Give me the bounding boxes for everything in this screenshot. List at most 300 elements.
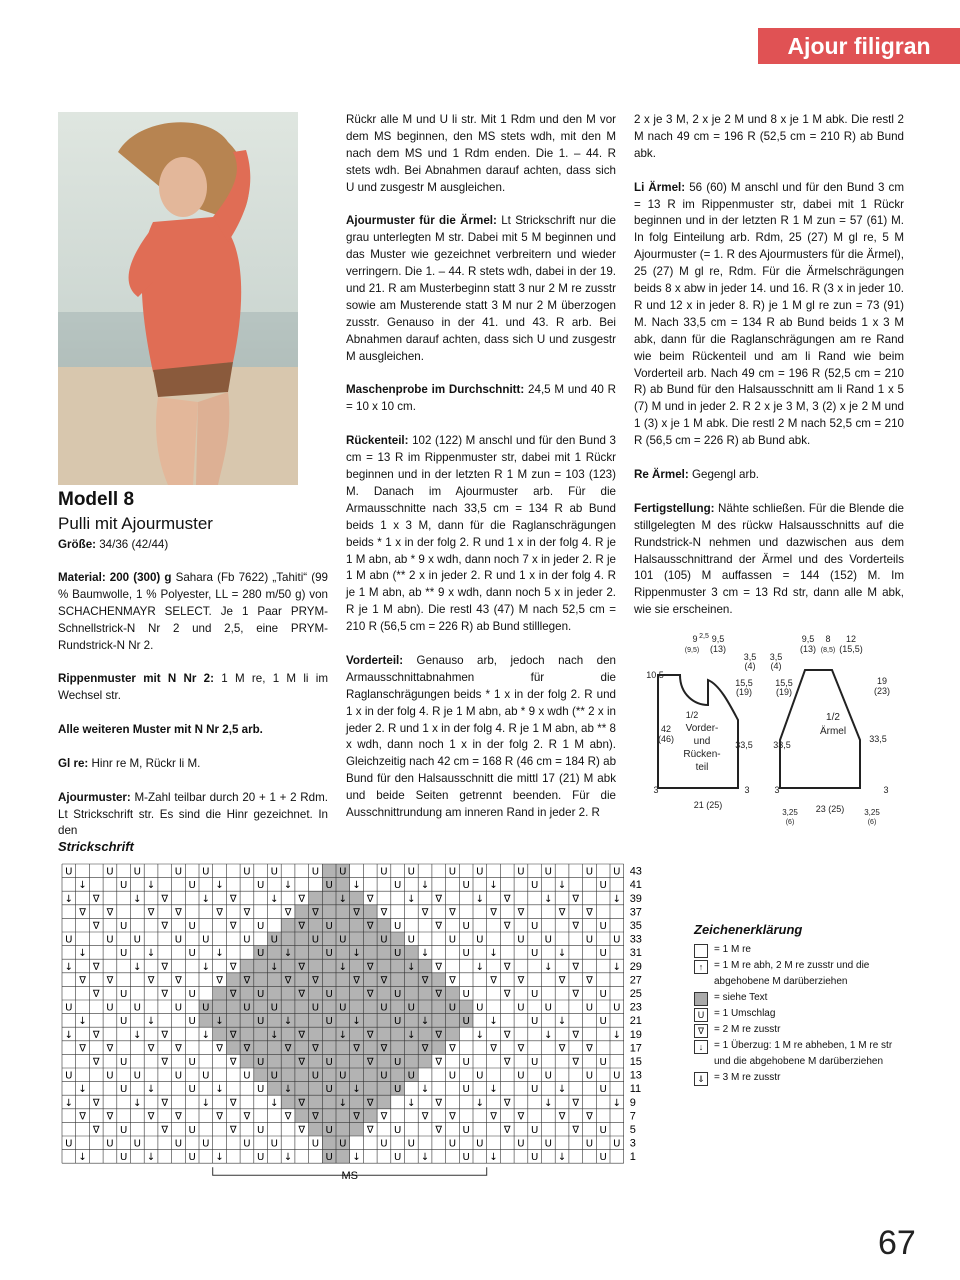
stitch-symbol: U bbox=[544, 1070, 553, 1082]
stitch-symbol: ↓ bbox=[283, 1152, 293, 1164]
stitch-symbol: U bbox=[325, 880, 333, 892]
stitch-symbol: ∇ bbox=[229, 1097, 237, 1109]
stitch-symbol: ∇ bbox=[106, 975, 114, 987]
stitch-symbol: U bbox=[325, 921, 333, 932]
stitch-symbol: ∇ bbox=[503, 1125, 511, 1136]
stitch-symbol: U bbox=[133, 1002, 142, 1014]
stitch-symbol: ↓ bbox=[78, 948, 87, 960]
stitch-symbol: U bbox=[325, 1084, 333, 1096]
stitch-symbol: U bbox=[106, 1070, 114, 1082]
stitch-symbol: ∇ bbox=[284, 1111, 292, 1123]
stitch-symbol: U bbox=[339, 1138, 347, 1150]
stitch-symbol: U bbox=[448, 934, 457, 946]
model-photo-image bbox=[58, 112, 298, 485]
stitch-symbol: U bbox=[325, 948, 333, 960]
legend-item: ↓ = 1 Überzug: 1 M re abheben, 1 M re str und die abgehobene M darüberziehen bbox=[694, 1038, 894, 1070]
svg-text:(9,5): (9,5) bbox=[684, 647, 700, 654]
stitch-symbol: ↓ bbox=[64, 1097, 74, 1109]
stitch-symbol: ∇ bbox=[161, 893, 169, 905]
stitch-symbol: ↓ bbox=[489, 1084, 498, 1096]
stitch-symbol: U bbox=[311, 934, 320, 946]
legend-item: ∇ = 2 M re zusstr bbox=[694, 1022, 894, 1038]
stitch-symbol: ↓ bbox=[338, 1097, 348, 1109]
stitch-symbol: ↓ bbox=[338, 961, 348, 973]
stitch-symbol: ↓ bbox=[420, 948, 430, 960]
svg-text:3,25: 3,25 bbox=[864, 808, 880, 817]
stitch-symbol: ↓ bbox=[407, 961, 416, 973]
stitch-symbol: ↓ bbox=[133, 1097, 142, 1109]
stitch-symbol: U bbox=[188, 1057, 196, 1068]
stitch-symbol: U bbox=[174, 1070, 183, 1082]
stitch-symbol: U bbox=[462, 921, 470, 932]
stitch-symbol: ∇ bbox=[161, 989, 169, 1000]
svg-text:Vorder-: Vorder- bbox=[685, 723, 719, 734]
stitch-symbol: ∇ bbox=[175, 975, 182, 987]
stitch-symbol: U bbox=[188, 1016, 196, 1028]
stitch-symbol: ↓ bbox=[612, 1029, 622, 1041]
stitch-symbol: U bbox=[65, 866, 73, 878]
stitch-symbol: ↓ bbox=[407, 893, 416, 905]
svg-text:9,5: 9,5 bbox=[801, 634, 815, 644]
stitch-symbol: U bbox=[256, 1057, 265, 1068]
stitch-symbol: U bbox=[599, 1152, 607, 1164]
stitch-symbol: ↓ bbox=[475, 1029, 485, 1041]
stitch-symbol: ↓ bbox=[64, 1029, 74, 1041]
legend-item: = 1 M re bbox=[694, 942, 894, 958]
stitch-symbol: U bbox=[256, 880, 265, 892]
model-subtitle: Pulli mit Ajourmuster bbox=[58, 514, 213, 533]
stitch-symbol: ∇ bbox=[161, 961, 169, 973]
legend-item: = siehe Text bbox=[694, 990, 894, 1006]
stitch-symbol: ∇ bbox=[161, 1029, 169, 1041]
stitch-symbol: U bbox=[517, 1002, 525, 1014]
stitch-symbol: U bbox=[462, 989, 470, 1000]
stitch-symbol: U bbox=[476, 934, 484, 946]
stitch-symbol: ∇ bbox=[284, 907, 292, 919]
stitch-symbol: ↓ bbox=[612, 893, 622, 905]
stitch-symbol: ↓ bbox=[283, 880, 293, 892]
stitch-symbol: ∇ bbox=[79, 1043, 86, 1055]
stitch-symbol: ∇ bbox=[216, 1111, 223, 1123]
stitch-symbol: U bbox=[202, 866, 210, 878]
stitch-symbol: ∇ bbox=[284, 1043, 292, 1055]
stitch-symbol: ↓ bbox=[557, 1152, 567, 1164]
svg-text:33,5: 33,5 bbox=[735, 740, 753, 750]
stitch-symbol: ∇ bbox=[572, 989, 580, 1000]
garment-schematic bbox=[620, 630, 920, 830]
stitch-symbol: ∇ bbox=[572, 1125, 580, 1136]
stitch-symbol: ∇ bbox=[161, 921, 169, 932]
stitch-symbol: ∇ bbox=[558, 1111, 566, 1123]
stitch-symbol: ∇ bbox=[298, 1097, 306, 1109]
svg-text:(4): (4) bbox=[744, 661, 756, 671]
row-number: 25 bbox=[629, 988, 642, 1000]
stitch-symbol: U bbox=[393, 1016, 402, 1028]
stitch-symbol: U bbox=[325, 1125, 333, 1136]
svg-text:19: 19 bbox=[876, 676, 888, 686]
stitch-symbol: ∇ bbox=[435, 921, 443, 932]
row-number: 41 bbox=[629, 879, 642, 892]
svg-text:(13): (13) bbox=[709, 644, 727, 654]
svg-text:(4): (4) bbox=[770, 661, 782, 671]
stitch-symbol: U bbox=[448, 1070, 457, 1082]
double-decrease-icon: ↑ bbox=[694, 960, 708, 974]
row-number: 37 bbox=[629, 906, 642, 919]
stitch-symbol: ↓ bbox=[352, 948, 361, 960]
svg-text:3: 3 bbox=[774, 785, 780, 795]
stitch-symbol: ↓ bbox=[475, 893, 485, 905]
stitch-symbol: U bbox=[393, 1125, 402, 1136]
stitch-symbol: U bbox=[462, 1152, 470, 1164]
stitch-symbol: ∇ bbox=[380, 907, 388, 919]
stitch-symbol: ∇ bbox=[106, 1111, 114, 1123]
stitch-symbol: U bbox=[311, 1002, 320, 1014]
svg-text:23 (25): 23 (25) bbox=[815, 804, 845, 814]
stitch-symbol: U bbox=[243, 934, 251, 946]
stitch-symbol: ↓ bbox=[78, 1152, 87, 1164]
stitch-symbol: U bbox=[119, 989, 128, 1000]
stitch-symbol: ↓ bbox=[407, 1097, 416, 1109]
stitch-symbol: U bbox=[202, 1002, 210, 1014]
stitch-symbol: U bbox=[476, 1138, 484, 1150]
stitch-symbol: U bbox=[202, 934, 210, 946]
row-number: 29 bbox=[629, 960, 642, 973]
stitch-symbol: U bbox=[311, 1070, 320, 1082]
stitch-symbol: ∇ bbox=[572, 1097, 580, 1109]
stitch-symbol: ↓ bbox=[78, 1084, 87, 1096]
stitch-symbol: ↓ bbox=[215, 948, 224, 960]
stitch-symbol: ↓ bbox=[78, 1016, 87, 1028]
svg-text:Rücken-: Rücken- bbox=[683, 749, 721, 760]
stitch-symbol: U bbox=[106, 1002, 114, 1014]
stitch-symbol: ↓ bbox=[352, 1084, 361, 1096]
stitch-symbol: ∇ bbox=[435, 1097, 443, 1109]
stitch-symbol: ∇ bbox=[161, 1125, 169, 1136]
stitch-symbol: ∇ bbox=[147, 1043, 155, 1055]
svg-text:10,5: 10,5 bbox=[646, 670, 664, 680]
svg-text:21 (25): 21 (25) bbox=[693, 800, 723, 810]
stitch-symbol: ∇ bbox=[366, 989, 374, 1000]
svg-text:3: 3 bbox=[744, 785, 750, 795]
instructions-column-1: Größe: 34/36 (42/44) Material: 200 (300) g Sahara (Fb 7622) „Tahiti“ (99 % Baumwolle, 1 % Polyester, LL = 280 m/50 g) von SCHACHENMAYR SELECT. Je 1 Paar PRYM-Schnellstrick-N Nr 2 und 2,5, eine PRYM-Rundstrick-N Nr 2. Rippenmuster mit N Nr 2: 1 M re, 1 M li im Wechsel str. Alle weiteren Muster mit N Nr 2,5 arb. Gl re: Hinr re M, Rückr li M. Ajourmuster: M-Zahl teilbar durch 20 + 1 + 2 Rdm. Lt Strickschrift str. Es sind die Hinr gezeichnet. In den bbox=[58, 538, 329, 838]
legend-title: Zeichenerklärung bbox=[694, 922, 803, 937]
stitch-symbol: ∇ bbox=[572, 1029, 580, 1041]
svg-text:2,5: 2,5 bbox=[699, 633, 709, 640]
stitch-symbol: ∇ bbox=[517, 1111, 525, 1123]
stitch-symbol: U bbox=[585, 1070, 594, 1082]
stitch-symbol: ↓ bbox=[201, 1029, 211, 1041]
stitch-symbol: ∇ bbox=[353, 1043, 360, 1055]
stitch-symbol: ↓ bbox=[146, 948, 156, 960]
stitch-symbol: ∇ bbox=[216, 975, 223, 987]
stitch-symbol: ∇ bbox=[366, 1029, 374, 1041]
stitch-symbol: U bbox=[393, 1152, 402, 1164]
model-photo bbox=[58, 112, 298, 485]
stitch-symbol: U bbox=[407, 866, 416, 878]
row-number: 33 bbox=[629, 933, 642, 946]
section-tag: Ajour filigran bbox=[758, 28, 960, 64]
page-number: 67 bbox=[878, 1224, 916, 1262]
stitch-symbol: ∇ bbox=[243, 1043, 251, 1055]
stitch-symbol: ∇ bbox=[435, 893, 443, 905]
stitch-symbol: ∇ bbox=[229, 893, 237, 905]
stitch-symbol: U bbox=[517, 1070, 525, 1082]
stitch-symbol: ∇ bbox=[449, 907, 456, 919]
stitch-symbol: U bbox=[325, 989, 333, 1000]
stitch-symbol: ∇ bbox=[298, 1029, 306, 1041]
stitch-symbol: U bbox=[174, 934, 183, 946]
stitch-symbol: U bbox=[119, 880, 128, 892]
stitch-symbol: ∇ bbox=[298, 921, 306, 932]
stitch-symbol: ∇ bbox=[380, 1043, 388, 1055]
stitch-symbol: ↓ bbox=[544, 1097, 553, 1109]
stitch-symbol: ↓ bbox=[352, 1016, 361, 1028]
svg-text:3,25: 3,25 bbox=[782, 808, 798, 817]
stitch-symbol: ∇ bbox=[92, 961, 100, 973]
stitch-symbol: U bbox=[270, 1002, 279, 1014]
stitch-symbol: U bbox=[530, 1125, 539, 1136]
stitch-symbol: U bbox=[256, 989, 265, 1000]
stitch-symbol: U bbox=[599, 948, 607, 960]
stitch-symbol: U bbox=[65, 1138, 73, 1150]
stitch-symbol: U bbox=[585, 1138, 594, 1150]
stitch-symbol: U bbox=[339, 866, 347, 878]
stitch-symbol: U bbox=[544, 1002, 553, 1014]
stitch-symbol: ↓ bbox=[420, 1084, 430, 1096]
stitch-symbol: ↓ bbox=[544, 961, 553, 973]
row-number: 3 bbox=[629, 1137, 636, 1150]
stitch-symbol: ↓ bbox=[270, 1029, 279, 1041]
stitch-symbol: U bbox=[613, 1002, 621, 1014]
row-number: 23 bbox=[629, 1001, 642, 1014]
row-number: 5 bbox=[629, 1124, 636, 1136]
stitch-symbol: ↓ bbox=[557, 948, 567, 960]
stitch-symbol: ↓ bbox=[557, 880, 567, 892]
stitch-symbol: ∇ bbox=[284, 975, 292, 987]
stitch-symbol: U bbox=[256, 1084, 265, 1096]
stitch-symbol: ↓ bbox=[270, 1097, 279, 1109]
stitch-symbol: U bbox=[599, 989, 607, 1000]
stitch-symbol: ∇ bbox=[435, 1125, 443, 1136]
row-number: 31 bbox=[629, 947, 642, 960]
stitch-symbol: ↓ bbox=[146, 1152, 156, 1164]
legend-item: U = 1 Umschlag bbox=[694, 1006, 894, 1022]
row-number: 13 bbox=[629, 1069, 642, 1082]
stitch-symbol: U bbox=[462, 948, 470, 960]
stitch-symbol: U bbox=[585, 866, 594, 878]
stitch-symbol: ↓ bbox=[201, 1097, 211, 1109]
stitch-symbol: ∇ bbox=[79, 907, 86, 919]
stitch-symbol: ∇ bbox=[503, 921, 511, 932]
stitch-symbol: ∇ bbox=[92, 893, 100, 905]
svg-text:3,5: 3,5 bbox=[743, 652, 757, 662]
stitch-symbol: ∇ bbox=[298, 961, 306, 973]
stitch-symbol: U bbox=[585, 1002, 594, 1014]
stitch-symbol: ∇ bbox=[243, 907, 251, 919]
svg-text:9: 9 bbox=[692, 634, 698, 644]
stitch-symbol: ∇ bbox=[106, 1043, 114, 1055]
stitch-symbol: U bbox=[380, 1002, 388, 1014]
stitch-symbol: U bbox=[530, 880, 539, 892]
stitch-symbol: U bbox=[448, 1002, 457, 1014]
stitch-symbol: U bbox=[339, 1002, 347, 1014]
stitch-symbol: ↓ bbox=[146, 1016, 156, 1028]
stitch-symbol: U bbox=[462, 1057, 470, 1068]
stitch-symbol: U bbox=[613, 1070, 621, 1082]
stitch-symbol: U bbox=[243, 866, 251, 878]
stitch-symbol: ↓ bbox=[475, 1097, 485, 1109]
row-number: 11 bbox=[629, 1083, 642, 1096]
skp-icon: ↓ bbox=[694, 1040, 708, 1054]
stitch-symbol: ∇ bbox=[490, 1043, 497, 1055]
stitch-symbol: ∇ bbox=[312, 1043, 319, 1055]
stitch-symbol: U bbox=[530, 1016, 539, 1028]
stitch-symbol: ∇ bbox=[366, 1097, 374, 1109]
stitch-symbol: ∇ bbox=[298, 1125, 306, 1136]
stitch-symbol: U bbox=[380, 866, 388, 878]
stitch-symbol: ↓ bbox=[475, 961, 485, 973]
svg-text:15,5: 15,5 bbox=[775, 678, 793, 688]
svg-text:3,5: 3,5 bbox=[769, 652, 783, 662]
stitch-symbol: ∇ bbox=[503, 989, 511, 1000]
stitch-symbol: ↓ bbox=[270, 961, 279, 973]
stitch-symbol: ∇ bbox=[92, 921, 100, 932]
knitting-chart bbox=[50, 860, 650, 1190]
stitch-symbol: U bbox=[407, 1002, 416, 1014]
svg-text:33,5: 33,5 bbox=[773, 740, 791, 750]
stitch-symbol: ∇ bbox=[229, 921, 237, 932]
stitch-symbol: ↓ bbox=[215, 1016, 224, 1028]
stitch-symbol: U bbox=[544, 866, 553, 878]
row-number: 1 bbox=[629, 1151, 636, 1164]
stitch-symbol: ∇ bbox=[586, 1111, 593, 1123]
model-title: Modell 8 bbox=[58, 489, 135, 510]
stitch-symbol: ∇ bbox=[229, 989, 237, 1000]
stitch-symbol: ∇ bbox=[79, 1111, 86, 1123]
stitch-symbol: ∇ bbox=[421, 1111, 429, 1123]
stitch-symbol: ↓ bbox=[201, 893, 211, 905]
stitch-symbol: U bbox=[517, 1138, 525, 1150]
stitch-symbol: ∇ bbox=[586, 975, 593, 987]
stitch-symbol: ∇ bbox=[586, 907, 593, 919]
stitch-symbol: U bbox=[119, 1084, 128, 1096]
legend-item: ⇓ = 3 M re zusstr bbox=[694, 1070, 894, 1086]
stitch-symbol: ↓ bbox=[489, 1016, 498, 1028]
stitch-symbol: ∇ bbox=[572, 1057, 580, 1068]
stitch-symbol: U bbox=[106, 1138, 114, 1150]
stitch-symbol: ∇ bbox=[380, 975, 388, 987]
stitch-symbol: ∇ bbox=[175, 1111, 182, 1123]
stitch-symbol: ∇ bbox=[161, 1097, 169, 1109]
stitch-symbol: ∇ bbox=[353, 975, 360, 987]
svg-text:(6): (6) bbox=[785, 819, 795, 826]
stitch-symbol: ∇ bbox=[243, 975, 251, 987]
stitch-symbol: U bbox=[188, 880, 196, 892]
row-number: 39 bbox=[629, 892, 642, 905]
stitch-symbol: U bbox=[119, 1125, 128, 1136]
svg-text:12: 12 bbox=[845, 634, 857, 644]
stitch-symbol: U bbox=[530, 1084, 539, 1096]
stitch-symbol: U bbox=[544, 934, 553, 946]
svg-text:33,5: 33,5 bbox=[869, 734, 887, 744]
stitch-symbol: ∇ bbox=[147, 975, 155, 987]
stitch-symbol: U bbox=[476, 1002, 484, 1014]
stitch-symbol: ↓ bbox=[78, 880, 87, 892]
svg-text:1/2: 1/2 bbox=[685, 710, 699, 720]
stitch-symbol: ↓ bbox=[146, 880, 156, 892]
stitch-symbol: ∇ bbox=[490, 975, 497, 987]
chart-title: Strickschrift bbox=[58, 839, 134, 854]
k3tog-icon: ⇓ bbox=[694, 1072, 708, 1086]
stitch-symbol: U bbox=[188, 1125, 196, 1136]
stitch-symbol: ↓ bbox=[133, 893, 142, 905]
svg-text:8: 8 bbox=[825, 634, 831, 644]
svg-text:(8,5): (8,5) bbox=[820, 647, 836, 654]
stitch-symbol: ∇ bbox=[366, 1125, 374, 1136]
stitch-symbol: ↓ bbox=[215, 880, 224, 892]
stitch-symbol: U bbox=[174, 1138, 183, 1150]
stitch-symbol: ∇ bbox=[229, 1057, 237, 1068]
stitch-symbol: ∇ bbox=[298, 989, 306, 1000]
stitch-symbol: U bbox=[476, 866, 484, 878]
stitch-symbol: ∇ bbox=[435, 1029, 443, 1041]
stitch-symbol: ∇ bbox=[449, 1043, 456, 1055]
svg-text:3: 3 bbox=[883, 785, 889, 795]
stitch-symbol: ∇ bbox=[161, 1057, 169, 1068]
stitch-symbol: ∇ bbox=[366, 893, 374, 905]
stitch-symbol: U bbox=[119, 1152, 128, 1164]
stitch-symbol: ∇ bbox=[79, 975, 86, 987]
stitch-symbol: ↓ bbox=[544, 893, 553, 905]
stitch-symbol: ↓ bbox=[146, 1084, 156, 1096]
stitch-symbol: ∇ bbox=[312, 907, 319, 919]
svg-text:(23): (23) bbox=[873, 686, 891, 696]
stitch-symbol: ∇ bbox=[92, 1097, 100, 1109]
stitch-symbol: U bbox=[188, 948, 196, 960]
stitch-symbol: U bbox=[270, 1070, 279, 1082]
stitch-symbol: U bbox=[599, 880, 607, 892]
stitch-symbol: ∇ bbox=[366, 1057, 374, 1068]
stitch-symbol: ↓ bbox=[133, 961, 142, 973]
stitch-symbol: U bbox=[544, 1138, 553, 1150]
stitch-symbol: ↓ bbox=[352, 880, 361, 892]
stitch-symbol: ∇ bbox=[435, 961, 443, 973]
stitch-symbol: ↓ bbox=[338, 893, 348, 905]
row-number: 35 bbox=[629, 920, 642, 932]
stitch-symbol: ∇ bbox=[503, 893, 511, 905]
stitch-symbol: U bbox=[530, 1057, 539, 1068]
stitch-symbol: U bbox=[256, 921, 265, 932]
stitch-symbol: U bbox=[462, 1084, 470, 1096]
stitch-symbol: ↓ bbox=[338, 1029, 348, 1041]
stitch-symbol: U bbox=[311, 866, 320, 878]
svg-text:15,5: 15,5 bbox=[735, 678, 753, 688]
stitch-symbol: U bbox=[270, 934, 279, 946]
stitch-symbol: U bbox=[119, 1057, 128, 1068]
stitch-symbol: U bbox=[106, 934, 114, 946]
stitch-symbol: ∇ bbox=[92, 1057, 100, 1068]
stitch-symbol: U bbox=[599, 1084, 607, 1096]
stitch-symbol: ∇ bbox=[421, 975, 429, 987]
stitch-symbol: ↓ bbox=[489, 880, 498, 892]
stitch-symbol: ∇ bbox=[92, 1029, 100, 1041]
stitch-symbol: ∇ bbox=[229, 961, 237, 973]
stitch-symbol: ∇ bbox=[216, 1043, 223, 1055]
stitch-symbol: ∇ bbox=[216, 907, 223, 919]
stitch-symbol: ↓ bbox=[215, 1152, 224, 1164]
stitch-symbol: ↓ bbox=[407, 1029, 416, 1041]
stitch-symbol: ↓ bbox=[612, 1097, 622, 1109]
